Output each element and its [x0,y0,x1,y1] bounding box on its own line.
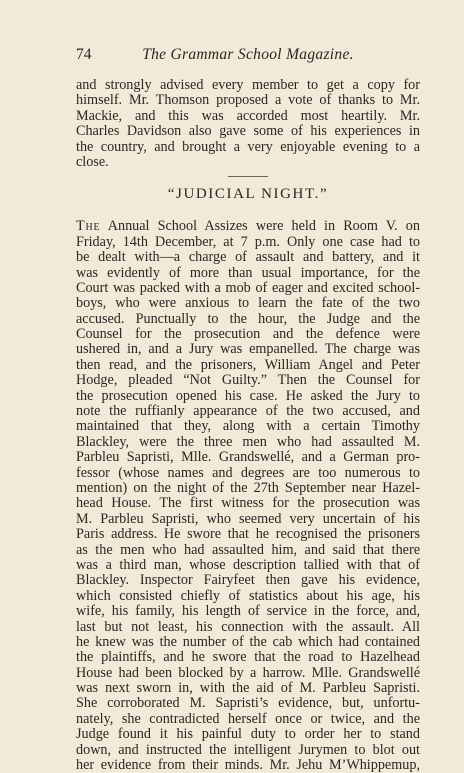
text-line: the prosecution opened his case. He asked the Jury to [76,388,420,404]
text-line: the plaintiffs, and he swore that the road to Hazelhead [76,650,420,666]
text-line: M. Parbleu Sapristi, who seemed very uncertain of his [76,511,420,527]
text-line: himself. Mr. Thomson proposed a vote of thanks to Mr. [76,93,420,109]
text-line: accused. Punctually to the hour, the Judge and the [76,311,420,327]
first-paragraph [76,78,420,170]
text-line: fessor (whose names and degrees are too numerous to [76,465,420,481]
opening-word: The [76,219,101,235]
text-line: last but not least, his connection with the assault. All [76,619,420,635]
page-header [76,46,420,66]
text-line: Court was packed with a mob of eager and excited school- [76,280,420,296]
section-divider [228,176,268,177]
text-line: ushered in, and a Jury was empanelled. The charge was [76,342,420,358]
text-line: which consisted chiefly of statistics about his age, his [76,588,420,604]
text-line: he knew was the number of the cab which had contained [76,634,420,650]
text-line: was next sworn in, with the aid of M. Parbleu Sapristi. [76,681,420,697]
text-line: Blackley. Inspector Fairyfeet then gave his evidence, [76,573,420,589]
text-line: head House. The first witness for the prosecution was [76,496,420,512]
text-line: boys, who were anxious to learn the fate of the two [76,296,420,312]
text-line: be dealt with—a charge of assault and battery, and it [76,250,420,266]
text-line: was a third man, whose description tallied with that of [76,557,420,573]
text-line: maintained that they, along with a certain Timothy [76,419,420,435]
text-line: Friday, 14th December, at 7 p.m. Only one case had to [76,234,420,250]
text-line: the country, and brought a very enjoyable evening to a [76,139,420,155]
text-line: wife, his family, his length of service in the force, and, [76,604,420,620]
text-line: close. [76,154,109,170]
text-line: Hodge, pleaded “Not Guilty.” Then the Counsel for [76,373,420,389]
page-number: 74 [76,46,92,63]
text-line: Counsel for the prosecution and the defence were [76,327,420,343]
text-line: House had been blocked by a harrow. Mlle. Grandswellé [76,665,420,681]
running-title: The Grammar School Magazine. [142,46,354,63]
text-line: Paris address. He swore that he recognised the prisoners [76,527,420,543]
text-line: note the ruffianly appearance of the two accused, and [76,404,420,420]
text-line: Blackley, were the three men who had assaulted M. [76,434,420,450]
text-line: her evidence from their minds. Mr. Jehu M’Whippemup, [76,758,420,773]
text-line: down, and instructed the intelligent Jurymen to blot out [76,742,420,758]
text-line: Parbleu Sapristi, Mlle. Grandswellé, and a German pro- [76,450,420,466]
text-line: Judge found it his painful duty to order her to stand [76,727,420,743]
article-text [76,219,420,773]
opening-line-rest: Annual School Assizes were held in Room V. on [100,219,420,235]
text-line: as the men who had assaulted him, and said that there [76,542,420,558]
text-line: nately, she contradicted herself once or twice, and the [76,711,420,727]
text-line [76,219,420,234]
page-body [76,78,420,773]
text-line: Charles Davidson also gave some of his experiences in [76,124,420,140]
article-title: “JUDICIAL NIGHT.” [167,186,329,203]
text-line: was evidently of more than usual importance, for the [76,265,420,281]
text-line: and strongly advised every member to get a copy for [76,78,420,93]
text-line: Mackie, and this was accorded most heartily. Mr. [76,108,420,124]
text-line: mention) on the night of the 27th September near Hazel- [76,480,420,496]
text-line: then read, and the prisoners, William Angel and Peter [76,357,420,373]
text-line: She corroborated M. Sapristi’s evidence, but, unfortu- [76,696,420,712]
